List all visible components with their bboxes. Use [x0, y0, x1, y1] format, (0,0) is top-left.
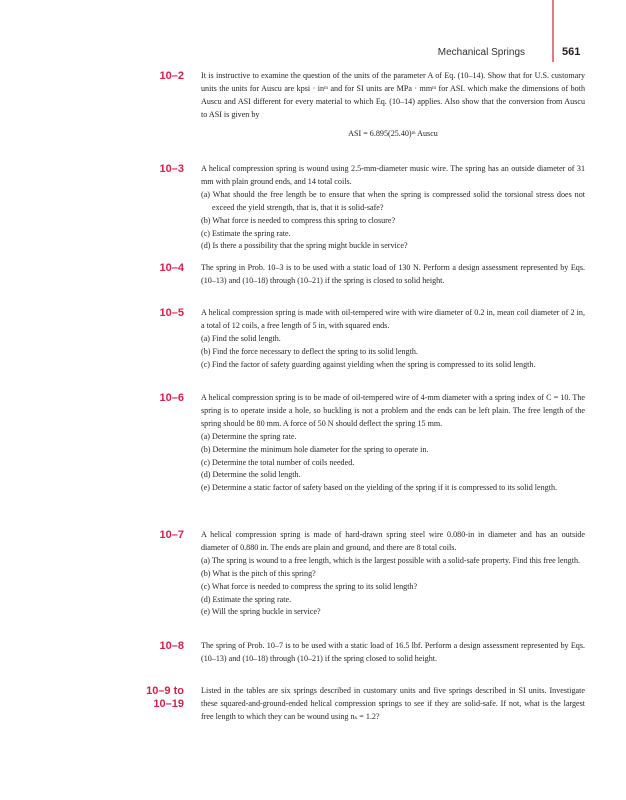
problem-number: 10–3 [159, 163, 184, 175]
problem-number: 10–8 [159, 640, 184, 652]
problem-item: (d) Determine the solid length. [201, 470, 301, 480]
problem-item: (e) Determine a static factor of safety based on the yielding of the spring if it is compressed to its solid length. [201, 483, 558, 493]
problem-number: 10–7 [159, 529, 184, 541]
problem-paragraph: A helical compression spring is made with oil-tempered wire with wire diameter of 0.2 in, mean coil diameter of 2 in, a total of 12 coils, a free length of 5 in, with squared ends. [201, 308, 585, 330]
problem-item: (c) Find the factor of safety guarding against yielding when the spring is compressed to its solid length. [201, 359, 536, 369]
problem-text [201, 640, 585, 666]
problem-paragraph: A helical compression spring is wound using 2.5-mm-diameter music wire. The spring has an outside diameter of 31 mm with plain ground ends, and 14 total coils. [201, 164, 585, 186]
problem-item: (b) Find the force necessary to deflect the spring to its solid length. [201, 346, 418, 356]
equation: ASI = 6.895(25.40)ᵐ Auscu [348, 128, 438, 138]
problem-paragraph: The spring in Prob. 10–3 is to be used with a static load of 130 N. Perform a design assessment represented by Eqs. (10–13) and (10–18) through (10–21) if the spring is closed to solid height. [201, 263, 585, 285]
problem-item: (a) Find the solid length. [201, 333, 281, 343]
problem-number: 10–6 [159, 392, 184, 404]
problem-item: (c) Determine the total number of coils needed. [201, 457, 355, 467]
problem-item: (e) Will the spring buckle in service? [201, 607, 321, 617]
problem-item: (d) Is there a possibility that the spring might buckle in service? [201, 241, 408, 251]
problem-number: 10–9 to 10–19 [146, 685, 184, 710]
page-number: 561 [562, 46, 581, 58]
problem-item: (b) What is the pitch of this spring? [201, 568, 316, 578]
problem-paragraph: The spring of Prob. 10–7 is to be used with a static load of 16.5 lbf. Perform a design assessment represented by Eqs. (10–13) and (10–18) through (10–21) if the spring closed to solid height. [201, 641, 585, 663]
problem-text [201, 262, 585, 288]
problem-number: 10–2 [159, 70, 184, 82]
problem-paragraph: A helical compression spring is to be made of oil-tempered wire of 4-mm diameter with a spring index of C = 10. The spring is to operate inside a hole, so buckling is not a problem and the ends can be left plain. The free length of the spring should be 80 mm. A force of 50 N should deflect the spring 15 mm. [201, 393, 585, 428]
problem-paragraph: A helical compression spring is made of hard-drawn spring steel wire 0.080-in in diameter and has an outside diameter of 0.880 in. The ends are plain and ground, and there are 8 total coils. [201, 530, 585, 552]
problem-paragraph: It is instructive to examine the question of the units of the parameter A of Eq. (10–14). Show that for U.S. customary units the units for Auscu are kpsi · inᵐ and for SI units are MPa · mmᵐ for ASI. which make the dimensions of both Auscu and ASI different for every material to which Eq. (10–14) applies. Also show that the conversion from Auscu to ASI is given by [201, 71, 585, 119]
problem-text [201, 529, 585, 619]
problem-text [201, 307, 585, 372]
problem-text [201, 392, 585, 495]
problem-item: (a) Determine the spring rate. [201, 431, 297, 441]
problem-number: 10–4 [159, 262, 184, 274]
problem-item: (a) What should the free length be to ensure that when the spring is compressed solid the torsional stress does not exceed the yield strength, that is, that it is solid-safe? [201, 189, 585, 212]
problem-paragraph: Listed in the tables are six springs described in customary units and five springs described in SI units. Investigate these squared-and-ground-ended helical compression springs to see if they are solid-safe. If not, what is the largest free length to which they can be wound using nₛ = 1.2? [201, 686, 585, 721]
problem-text [201, 163, 585, 253]
header-rule [552, 0, 554, 62]
problem-number: 10–5 [159, 307, 184, 319]
problem-text [201, 70, 585, 147]
problem-item: (b) Determine the minimum hole diameter for the spring to operate in. [201, 444, 429, 454]
problem-item: (a) The spring is wound to a free length, which is the largest possible with a solid-safe property. Find this free length. [201, 555, 581, 565]
problem-item: (d) Estimate the spring rate. [201, 594, 292, 604]
problem-text [201, 685, 585, 724]
problem-item: (b) What force is needed to compress this spring to closure? [201, 215, 396, 225]
running-title: Mechanical Springs [437, 47, 525, 58]
problem-item: (c) Estimate the spring rate. [201, 228, 291, 238]
problem-item: (c) What force is needed to compress the spring to its solid length? [201, 581, 418, 591]
